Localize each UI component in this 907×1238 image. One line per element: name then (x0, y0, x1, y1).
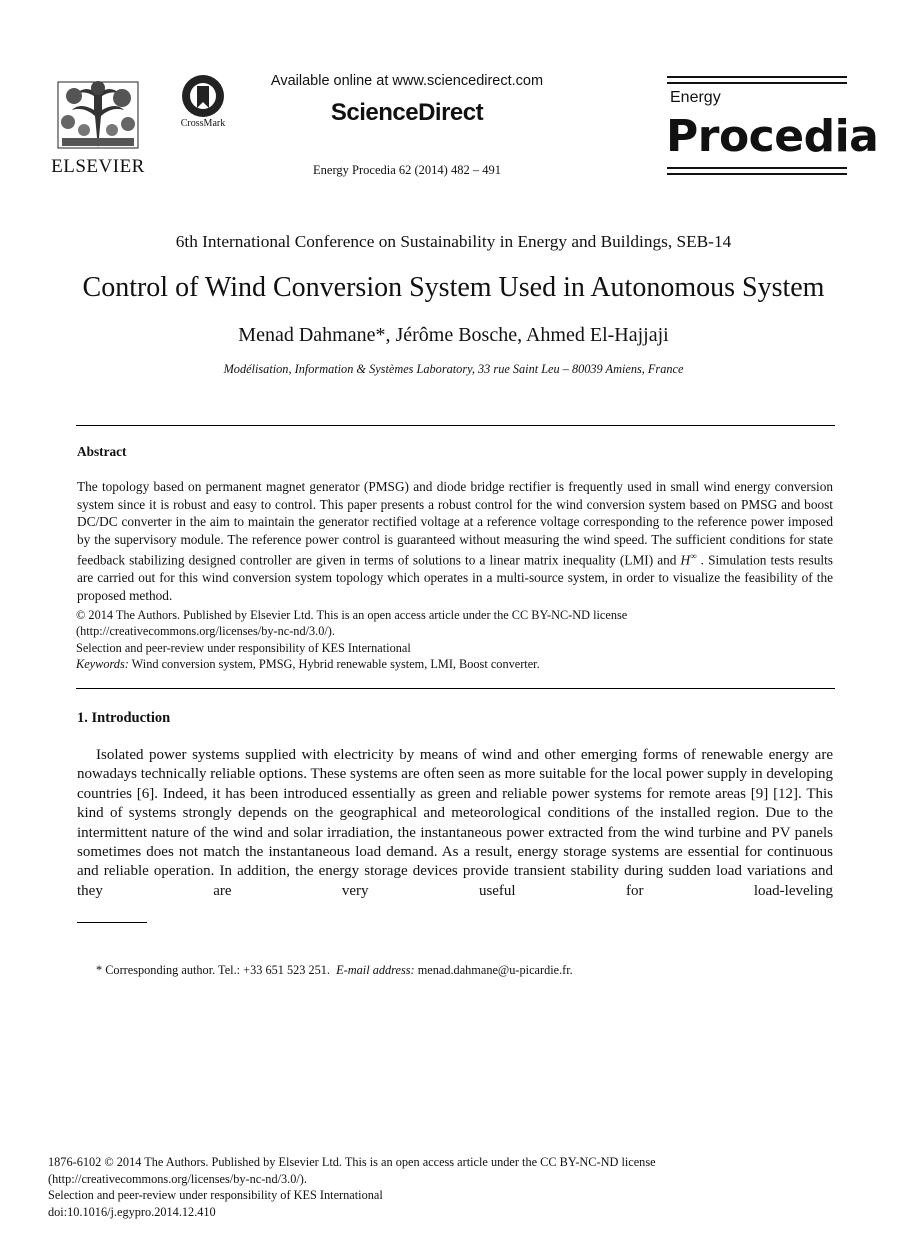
affiliation: Modélisation, Information & Systèmes Laboratory, 33 rue Saint Leu – 80039 Amiens, France (223, 362, 684, 376)
procedia-rule (667, 173, 847, 175)
abstract-text: The topology based on permanent magnet generator (PMSG) and diode bridge rectifier is frequently used in small wind energy conversion system since it is robust and easy to control. This paper presents a robust control for the wind conversion system based on PMSG and boost DC/DC converter in the aim to maintain the generator rectified voltage at a reference voltage corresponding to the reference power imposed by the supervisory module. The reference power control is guaranteed without measuring the wind speed. The sufficient conditions for state feedback stabilizing designed controller are given in terms of solutions to a linear matrix inequality (LMI) and H∞ . Simulation tests results are carried out for this wind conversion system topology which operates in a multi-source system, in order to visualize the feasibility of the proposed method. (77, 479, 833, 603)
license-link[interactable]: (http://creativecommons.org/licenses/by-nc-nd/3.0/). (76, 624, 335, 639)
doi[interactable]: doi:10.1016/j.egypro.2014.12.410 (48, 1204, 216, 1219)
author-email[interactable]: menad.dahmane@u-picardie.fr. (414, 963, 573, 977)
divider (76, 425, 835, 426)
procedia-energy-label: Energy (670, 89, 721, 106)
bottom-copyright (48, 1154, 656, 1220)
license-link[interactable]: (http://creativecommons.org/licenses/by-nc-nd/3.0/). (48, 1171, 307, 1186)
issn-license-line: 1876-6102 © 2014 The Authors. Published by Elsevier Ltd. This is an open access article under the CC BY-NC-ND license (48, 1155, 656, 1169)
license-line: © 2014 The Authors. Published by Elsevier Ltd. This is an open access article under the CC BY-NC-ND license (76, 608, 628, 622)
math-symbol: H (680, 552, 691, 568)
procedia-rule (667, 167, 847, 169)
footnote-rule (77, 922, 147, 923)
journal-reference: Energy Procedia 62 (2014) 482 – 491 (313, 163, 501, 177)
introduction-heading: 1. Introduction (77, 710, 171, 726)
abstract-heading: Abstract (77, 444, 127, 459)
conference-name: 6th International Conference on Sustainability in Energy and Buildings, SEB-14 (175, 232, 732, 251)
authors: Menad Dahmane*, Jérôme Bosche, Ahmed El-Hajjaji (238, 324, 669, 346)
procedia-rule (667, 76, 847, 78)
peer-review-line: Selection and peer-review under responsibility of KES International (48, 1188, 383, 1203)
crossmark-label: CrossMark (180, 118, 226, 129)
divider (76, 688, 835, 689)
available-online-text: Available online at www.sciencedirect.com (270, 73, 544, 89)
elsevier-tree-logo (54, 76, 142, 156)
introduction-text: Isolated power systems supplied with electricity by means of wind and other emerging forms of renewable energy are nowadays technically reliable options. These systems are often seen as more suitable for the local power supply in developing countries [6]. Indeed, it has been introduced essentially as green and reliable power systems for remote areas [9] [12]. This kind of systems strongly depends on the geographical and meteorological conditions of the installed region. Due to the intermittent nature of the wind and solar irradiation, the instantaneous power extracted from the wind turbine and PV panels sometimes does not match the instantaneous load demand. As a result, energy storage systems are essential for continuous and reliable operation. In addition, the energy storage devices provide transient stability during sudden load variations and they are very useful for load-leveling (77, 747, 833, 899)
paper-title: Control of Wind Conversion System Used in Autonomous System (82, 272, 825, 303)
keywords: Keywords: Wind conversion system, PMSG, Hybrid renewable system, LMI, Boost converter. (76, 657, 540, 672)
math-superscript: ∞ (690, 551, 697, 562)
elsevier-wordmark: ELSEVIER (51, 156, 145, 177)
procedia-rule (667, 82, 847, 84)
procedia-logo: Procedia (666, 111, 879, 162)
abstract-meta (76, 607, 836, 673)
keywords-label: Keywords: (76, 657, 129, 672)
sciencedirect-logo: ScienceDirect (330, 99, 484, 126)
footnote: * Corresponding author. Tel.: +33 651 523 251. E-mail address: menad.dahmane@u-picardie.fr. (96, 963, 573, 977)
peer-review-line: Selection and peer-review under responsibility of KES International (76, 640, 411, 655)
